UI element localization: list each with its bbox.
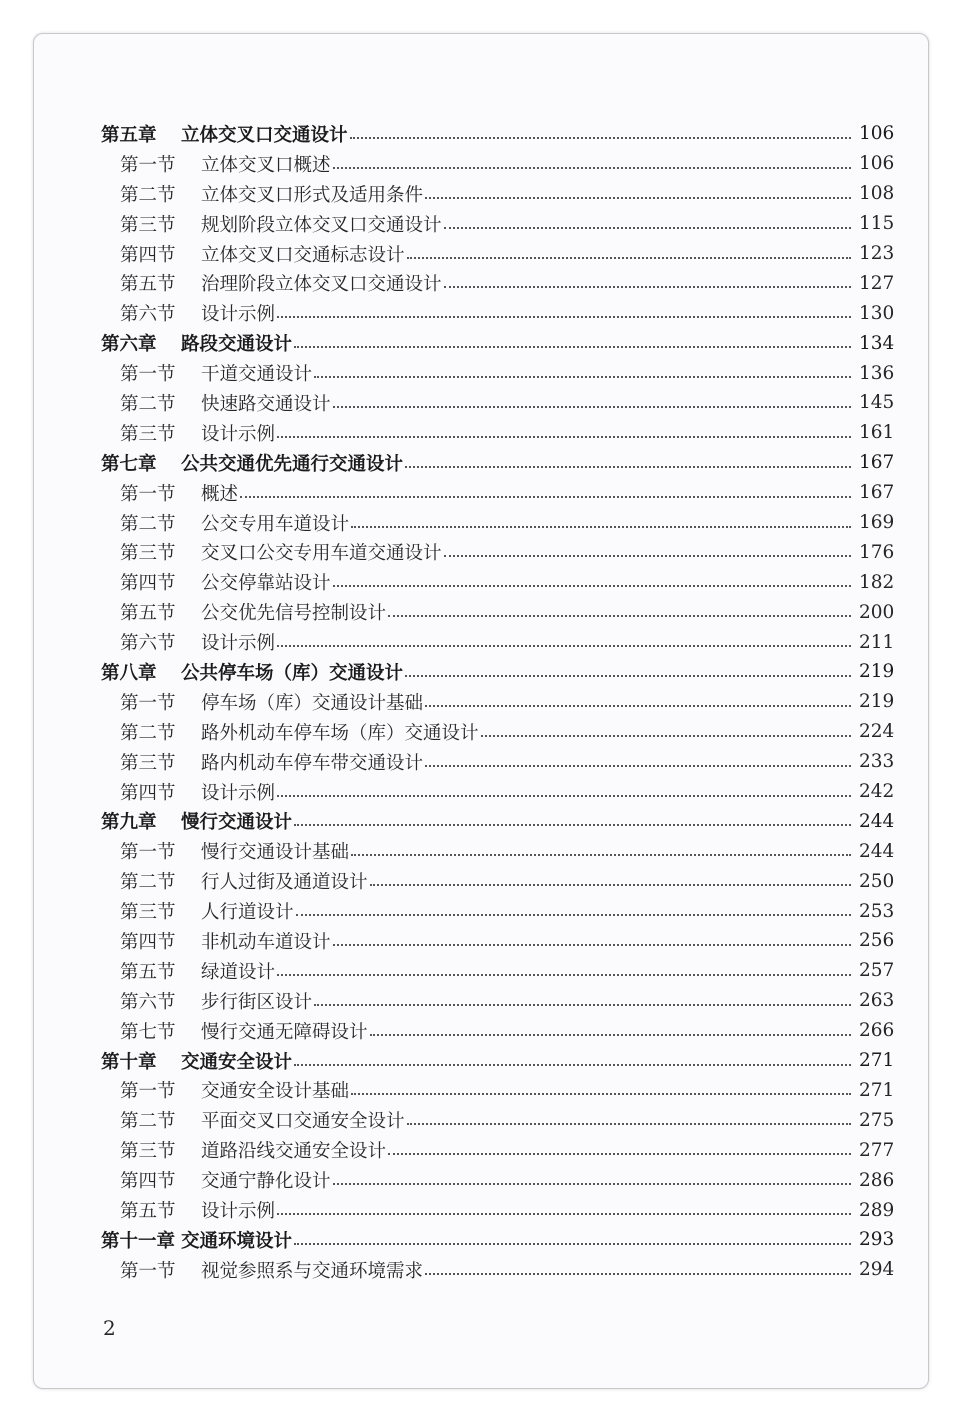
toc-entry-number: 第四节 (120, 573, 176, 595)
dot-leader (444, 286, 851, 288)
toc-entry-page: 169 (859, 512, 895, 534)
toc-entry-title: 规划阶段立体交叉口交通设计 (201, 214, 442, 236)
toc-chapter-entry (101, 657, 895, 687)
toc-entry-number: 第二节 (120, 722, 176, 744)
toc-section-entry (101, 777, 895, 807)
toc-section-entry (101, 1076, 895, 1106)
dot-leader (333, 585, 851, 587)
dot-leader (444, 227, 851, 229)
toc-entry-page: 115 (859, 213, 895, 235)
toc-entry-number: 第九章 (101, 812, 157, 834)
toc-chapter-entry (101, 119, 895, 149)
toc-section-entry (101, 717, 895, 747)
toc-entry-title: 设计示例 (201, 1201, 276, 1222)
toc-section-entry (101, 836, 895, 866)
toc-entry-title: 步行街区设计 (201, 991, 313, 1013)
toc-entry-page: 242 (859, 781, 895, 803)
dot-leader (296, 914, 851, 916)
toc-entry-number: 第七节 (120, 1021, 176, 1043)
toc-entry-number: 第六节 (120, 991, 176, 1013)
toc-entry-number: 第二节 (120, 184, 176, 206)
toc-entry-number: 第一节 (120, 692, 176, 714)
toc-entry-title: 设计示例 (201, 633, 276, 655)
toc-section-entry (101, 986, 895, 1016)
toc-section-entry (101, 956, 895, 986)
toc-entry-number: 第六节 (120, 304, 176, 326)
toc-entry-page: 127 (859, 272, 895, 294)
toc-entry-number: 第五节 (120, 274, 176, 296)
toc-section-entry (101, 209, 895, 239)
toc-section-entry (101, 239, 895, 269)
toc-entry-page: 263 (859, 990, 895, 1012)
toc-entry-page: 211 (859, 631, 895, 653)
toc-section-entry (101, 418, 895, 448)
toc-entry-number: 第四节 (120, 244, 176, 266)
dot-leader (277, 795, 851, 797)
toc-section-entry (101, 508, 895, 538)
toc-entry-title: 快速路交通设计 (201, 393, 331, 415)
dot-leader (277, 974, 851, 976)
table-of-contents (101, 119, 895, 1285)
toc-entry-page: 271 (859, 1079, 895, 1101)
dot-leader (294, 824, 851, 826)
toc-section-entry (101, 298, 895, 328)
dot-leader (370, 1034, 851, 1036)
toc-entry-page: 224 (859, 721, 895, 743)
toc-entry-title: 交通宁静化设计 (201, 1171, 331, 1193)
toc-section-entry (101, 149, 895, 179)
toc-entry-number: 第六节 (120, 633, 176, 655)
toc-entry-title: 视觉参照系与交通环境需求 (201, 1260, 424, 1282)
toc-entry-title: 非机动车道设计 (201, 931, 331, 953)
toc-entry-page: 200 (859, 601, 895, 623)
toc-entry-number: 第一节 (120, 483, 176, 505)
dot-leader (407, 1123, 851, 1125)
toc-section-entry (101, 268, 895, 298)
toc-entry-title: 公交优先信号控制设计 (201, 603, 387, 625)
toc-section-entry (101, 537, 895, 567)
toc-entry-page: 167 (859, 452, 895, 474)
toc-entry-page: 134 (859, 332, 895, 354)
toc-entry-number: 第四节 (120, 931, 176, 953)
toc-entry-number: 第二节 (120, 872, 176, 894)
toc-entry-title: 慢行交通设计基础 (201, 842, 350, 864)
toc-section-entry (101, 597, 895, 627)
dot-leader (333, 1183, 851, 1185)
toc-section-entry (101, 567, 895, 597)
dot-leader (333, 944, 851, 946)
page-number: 2 (103, 1316, 116, 1340)
dot-leader (294, 1243, 851, 1245)
toc-entry-number: 第三节 (120, 214, 176, 236)
toc-chapter-entry (101, 806, 895, 836)
toc-section-entry (101, 1016, 895, 1046)
toc-entry-number: 第二节 (120, 513, 176, 535)
dot-leader (388, 1153, 851, 1155)
toc-entry-title: 慢行交通无障碍设计 (201, 1021, 368, 1043)
toc-section-entry (101, 1135, 895, 1165)
toc-chapter-entry (101, 1046, 895, 1076)
toc-section-entry (101, 1165, 895, 1195)
dot-leader (277, 316, 851, 318)
toc-entry-number: 第一节 (120, 364, 176, 386)
toc-entry-page: 250 (859, 870, 895, 892)
toc-section-entry (101, 687, 895, 717)
dot-leader (314, 376, 851, 378)
toc-entry-page: 293 (859, 1229, 895, 1251)
toc-entry-number: 第四节 (120, 1171, 176, 1193)
dot-leader (240, 496, 851, 498)
toc-entry-title: 立体交叉口概述 (201, 154, 331, 176)
toc-entry-page: 123 (859, 243, 895, 264)
toc-section-entry (101, 1195, 895, 1225)
toc-entry-number: 第十一章 (101, 1230, 176, 1252)
toc-section-entry (101, 926, 895, 956)
toc-entry-title: 交叉口公交专用车道交通设计 (201, 543, 442, 565)
toc-section-entry (101, 747, 895, 777)
toc-entry-title: 交通安全设计基础 (201, 1081, 350, 1103)
toc-entry-title: 道路沿线交通安全设计 (201, 1141, 387, 1163)
toc-entry-number: 第一节 (120, 1260, 176, 1282)
toc-entry-title: 设计示例 (201, 304, 276, 326)
toc-entry-page: 108 (859, 183, 895, 205)
toc-entry-page: 130 (859, 302, 895, 324)
dot-leader (314, 1004, 851, 1006)
toc-entry-page: 233 (859, 751, 895, 773)
dot-leader (351, 854, 851, 856)
toc-entry-number: 第一节 (120, 1081, 176, 1103)
dot-leader (425, 197, 851, 199)
toc-entry-title: 交通安全设计 (181, 1051, 293, 1073)
dot-leader (351, 526, 851, 528)
toc-section-entry (101, 388, 895, 418)
dot-leader (425, 1273, 851, 1275)
toc-entry-number: 第三节 (120, 752, 176, 774)
toc-entry-page: 277 (859, 1139, 895, 1161)
toc-entry-number: 第三节 (120, 423, 176, 445)
toc-entry-title: 绿道设计 (201, 961, 276, 983)
dot-leader (407, 257, 851, 259)
toc-entry-title: 慢行交通设计 (181, 812, 293, 834)
toc-entry-page: 266 (859, 1020, 895, 1042)
toc-entry-title: 交通环境设计 (181, 1230, 293, 1252)
dot-leader (277, 436, 851, 438)
toc-entry-number: 第一节 (120, 154, 176, 176)
toc-entry-number: 第五节 (120, 603, 176, 625)
dot-leader (294, 1064, 851, 1066)
toc-section-entry (101, 358, 895, 388)
dot-leader (425, 705, 851, 707)
toc-entry-title: 路内机动车停车带交通设计 (201, 752, 424, 774)
toc-entry-title: 公共交通优先通行交通设计 (181, 453, 404, 475)
toc-entry-title: 立体交叉口交通设计 (181, 124, 348, 146)
toc-entry-title: 概述 (201, 483, 239, 505)
toc-entry-number: 第五节 (120, 1201, 176, 1222)
toc-entry-number: 第五章 (101, 124, 157, 146)
toc-section-entry (101, 478, 895, 508)
toc-entry-page: 219 (859, 661, 895, 683)
toc-entry-number: 第二节 (120, 393, 176, 415)
toc-entry-number: 第六章 (101, 334, 157, 356)
dot-leader (481, 735, 851, 737)
toc-entry-page: 286 (859, 1169, 895, 1191)
dot-leader (370, 884, 851, 886)
toc-entry-title: 人行道设计 (201, 902, 294, 924)
toc-chapter-entry (101, 448, 895, 478)
toc-entry-number: 第三节 (120, 543, 176, 565)
toc-entry-page: 106 (859, 153, 895, 175)
toc-entry-page: 289 (859, 1199, 895, 1221)
toc-section-entry (101, 896, 895, 926)
toc-entry-page: 145 (859, 392, 895, 414)
toc-entry-page: 275 (859, 1109, 895, 1131)
toc-entry-page: 167 (859, 482, 895, 504)
toc-entry-title: 停车场（库）交通设计基础 (201, 692, 424, 714)
toc-entry-page: 244 (859, 810, 895, 832)
toc-chapter-entry (101, 1225, 895, 1255)
toc-entry-number: 第三节 (120, 1141, 176, 1163)
dot-leader (444, 555, 851, 557)
dot-leader (294, 346, 851, 348)
toc-entry-page: 106 (859, 123, 895, 145)
toc-entry-page: 182 (859, 571, 895, 593)
dot-leader (333, 167, 851, 169)
toc-entry-page: 257 (859, 960, 895, 982)
toc-entry-number: 第二节 (120, 1111, 176, 1133)
toc-entry-number: 第七章 (101, 453, 157, 475)
toc-entry-page: 176 (859, 541, 895, 563)
toc-entry-page: 256 (859, 930, 895, 952)
dot-leader (350, 137, 851, 139)
toc-entry-number: 第五节 (120, 961, 176, 983)
toc-entry-title: 干道交通设计 (201, 364, 313, 386)
toc-section-entry (101, 179, 895, 209)
toc-entry-number: 第八章 (101, 662, 157, 684)
toc-entry-number: 第一节 (120, 842, 176, 864)
toc-entry-title: 立体交叉口形式及适用条件 (201, 184, 424, 206)
toc-entry-title: 设计示例 (201, 782, 276, 804)
toc-entry-title: 路外机动车停车场（库）交通设计 (201, 722, 479, 744)
dot-leader (405, 675, 851, 677)
toc-entry-title: 立体交叉口交通标志设计 (201, 244, 405, 266)
toc-entry-page: 271 (859, 1050, 895, 1072)
dot-leader (277, 1213, 851, 1215)
toc-entry-title: 行人过街及通道设计 (201, 872, 368, 894)
toc-entry-title: 路段交通设计 (181, 334, 293, 356)
dot-leader (388, 615, 851, 617)
toc-section-entry (101, 866, 895, 896)
toc-entry-number: 第四节 (120, 782, 176, 804)
toc-entry-title: 公交专用车道设计 (201, 513, 350, 535)
toc-entry-number: 第十章 (101, 1051, 157, 1073)
toc-entry-number: 第三节 (120, 902, 176, 924)
toc-entry-page: 294 (859, 1259, 895, 1281)
toc-entry-page: 219 (859, 691, 895, 713)
toc-entry-page: 161 (859, 422, 895, 444)
toc-entry-title: 治理阶段立体交叉口交通设计 (201, 274, 442, 296)
dot-leader (351, 1093, 851, 1095)
toc-entry-page: 253 (859, 900, 895, 922)
toc-entry-title: 平面交叉口交通安全设计 (201, 1111, 405, 1133)
toc-entry-title: 公交停靠站设计 (201, 573, 331, 595)
toc-section-entry (101, 627, 895, 657)
dot-leader (277, 645, 851, 647)
toc-section-entry (101, 1105, 895, 1135)
toc-chapter-entry (101, 328, 895, 358)
toc-entry-title: 公共停车场（库）交通设计 (181, 662, 404, 684)
dot-leader (405, 466, 851, 468)
toc-entry-title: 设计示例 (201, 423, 276, 445)
toc-entry-page: 136 (859, 362, 895, 384)
dot-leader (425, 765, 851, 767)
toc-section-entry (101, 1255, 895, 1285)
toc-entry-page: 244 (859, 840, 895, 862)
dot-leader (333, 406, 851, 408)
